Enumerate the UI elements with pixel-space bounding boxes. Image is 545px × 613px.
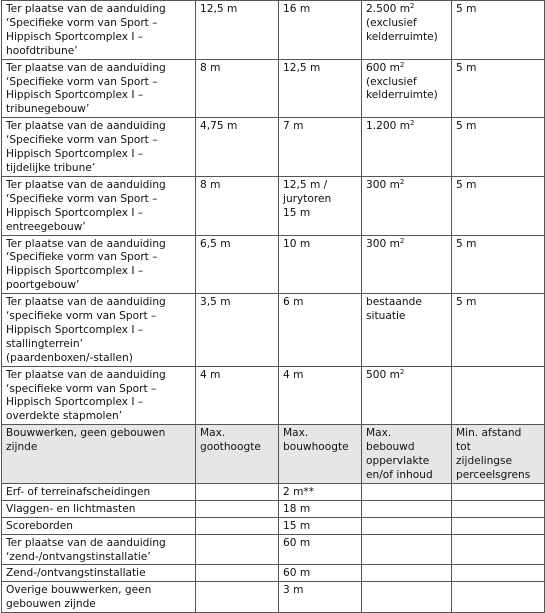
oppervlakte-cell <box>362 534 452 565</box>
superscript: 2 <box>399 177 405 186</box>
table-row <box>2 500 545 517</box>
superscript: 2 <box>410 119 415 128</box>
goothoogte-cell: 4,75 m <box>196 118 279 177</box>
oppervlakte-cell <box>362 1 452 60</box>
table-row <box>2 483 545 500</box>
oppervlakte-cell <box>362 366 452 425</box>
bouwhoogte-cell: 12,5 m <box>279 59 362 118</box>
oppervlakte-cell <box>362 59 452 118</box>
afstand-cell <box>452 366 545 425</box>
bouwhoogte-cell: 7 m <box>279 118 362 177</box>
bouwhoogte-cell: 6 m <box>279 294 362 367</box>
afstand-cell <box>452 483 545 500</box>
oppervlakte-cell <box>362 235 452 294</box>
oppervlakte-cell <box>362 483 452 500</box>
goothoogte-cell: 6,5 m <box>196 235 279 294</box>
afstand-cell: 5 m <box>452 59 545 118</box>
afstand-cell: 5 m <box>452 118 545 177</box>
afstand-cell: 5 m <box>452 235 545 294</box>
oppervlakte-cell <box>362 118 452 177</box>
oppervlakte-cell <box>362 176 452 235</box>
bouwhoogte-cell: 15 m <box>279 517 362 534</box>
oppervlakte-note: (exclusief kelderruimte) <box>366 75 438 102</box>
oppervlakte-value: 1.200 m <box>366 120 411 133</box>
header-oppervlakte: Max. bebouwd oppervlakte en/of inhoud <box>362 425 452 484</box>
bouwhoogte-cell: 60 m <box>279 565 362 582</box>
table-row <box>2 235 545 294</box>
description-cell: Ter plaatse van de aanduiding ‘specifieke vorm van Sport – Hippisch Sportcomplex I – stallingterrein’ (paardenboxen/-stallen) <box>2 294 196 367</box>
oppervlakte-value: 500 m <box>366 368 400 381</box>
bouwhoogte-cell: 60 m <box>279 534 362 565</box>
table-row <box>2 366 545 425</box>
oppervlakte-cell <box>362 582 452 613</box>
oppervlakte-cell <box>362 500 452 517</box>
header-bouwhoogte: Max. bouwhoogte <box>279 425 362 484</box>
goothoogte-cell <box>196 517 279 534</box>
header-row <box>2 425 545 484</box>
table-row <box>2 517 545 534</box>
table-row <box>2 294 545 367</box>
goothoogte-cell <box>196 582 279 613</box>
goothoogte-cell: 12,5 m <box>196 1 279 60</box>
description-cell: Zend-/ontvangstinstallatie <box>2 565 196 582</box>
goothoogte-cell <box>196 534 279 565</box>
afstand-cell <box>452 500 545 517</box>
oppervlakte-cell <box>362 565 452 582</box>
table-row <box>2 176 545 235</box>
oppervlakte-value: 300 m <box>366 237 400 250</box>
table-row <box>2 534 545 565</box>
table-row <box>2 59 545 118</box>
afstand-cell: 5 m <box>452 176 545 235</box>
goothoogte-cell: 8 m <box>196 59 279 118</box>
oppervlakte-value: 2.500 m <box>366 3 411 15</box>
afstand-cell <box>452 517 545 534</box>
description-cell: Ter plaatse van de aanduiding ‘Specifieke vorm van Sport – Hippisch Sportcomplex I – hoofdtribune’ <box>2 1 196 60</box>
superscript: 2 <box>399 236 405 245</box>
description-cell: Vlaggen- en lichtmasten <box>2 500 196 517</box>
description-cell: Ter plaatse van de aanduiding ‘Specifieke vorm van Sport – Hippisch Sportcomplex I – poortgebouw’ <box>2 235 196 294</box>
bouwhoogte-cell: 4 m <box>279 366 362 425</box>
goothoogte-cell: 4 m <box>196 366 279 425</box>
afstand-cell <box>452 582 545 613</box>
goothoogte-cell <box>196 565 279 582</box>
table-row <box>2 1 545 60</box>
header-afstand: Min. afstand tot zijdelingse perceelsgrens <box>452 425 545 484</box>
goothoogte-cell <box>196 500 279 517</box>
afstand-cell: 5 m <box>452 1 545 60</box>
bouwhoogte-cell: 16 m <box>279 1 362 60</box>
oppervlakte-cell: bestaande situatie <box>362 294 452 367</box>
afstand-cell: 5 m <box>452 294 545 367</box>
table-row <box>2 565 545 582</box>
description-cell: Erf- of terreinafscheidingen <box>2 483 196 500</box>
bouwhoogte-cell: 18 m <box>279 500 362 517</box>
description-cell: Overige bouwwerken, geen gebouwen zijnde <box>2 582 196 613</box>
goothoogte-cell <box>196 483 279 500</box>
oppervlakte-value: 300 m <box>366 178 400 191</box>
header-goothoogte: Max. goothoogte <box>196 425 279 484</box>
goothoogte-cell: 8 m <box>196 176 279 235</box>
description-cell: Ter plaatse van de aanduiding ‘Specifieke vorm van Sport – Hippisch Sportcomplex I – tribunegebouw’ <box>2 59 196 118</box>
description-cell: Ter plaatse van de aanduiding ‘specifieke vorm van Sport – Hippisch Sportcomplex I – overdekte stapmolen’ <box>2 366 196 425</box>
description-cell: Ter plaatse van de aanduiding ‘zend-/ontvangstinstallatie’ <box>2 534 196 565</box>
bouwhoogte-cell: 12,5 m / jurytoren 15 m <box>279 176 362 235</box>
bouwhoogte-cell: 2 m** <box>279 483 362 500</box>
description-cell: Ter plaatse van de aanduiding ‘Specifieke vorm van Sport – Hippisch Sportcomplex I – tijdelijke tribune’ <box>2 118 196 177</box>
description-cell: Ter plaatse van de aanduiding ‘Specifieke vorm van Sport – Hippisch Sportcomplex I – entreegebouw’ <box>2 176 196 235</box>
bouwhoogte-cell: 3 m <box>279 582 362 613</box>
goothoogte-cell: 3,5 m <box>196 294 279 367</box>
description-cell: Scoreborden <box>2 517 196 534</box>
bouwhoogte-cell: 10 m <box>279 235 362 294</box>
table-row <box>2 118 545 177</box>
superscript: 2 <box>399 60 405 69</box>
table-body <box>2 1 545 613</box>
oppervlakte-note: (exclusief kelderruimte) <box>366 16 438 43</box>
superscript: 2 <box>410 2 415 10</box>
table-row <box>2 582 545 613</box>
oppervlakte-cell <box>362 517 452 534</box>
header-description: Bouwwerken, geen gebouwen zijnde <box>2 425 196 484</box>
oppervlakte-value: 600 m <box>366 61 400 74</box>
superscript: 2 <box>399 367 405 376</box>
afstand-cell <box>452 534 545 565</box>
afstand-cell <box>452 565 545 582</box>
bouwregels-table <box>1 0 545 613</box>
